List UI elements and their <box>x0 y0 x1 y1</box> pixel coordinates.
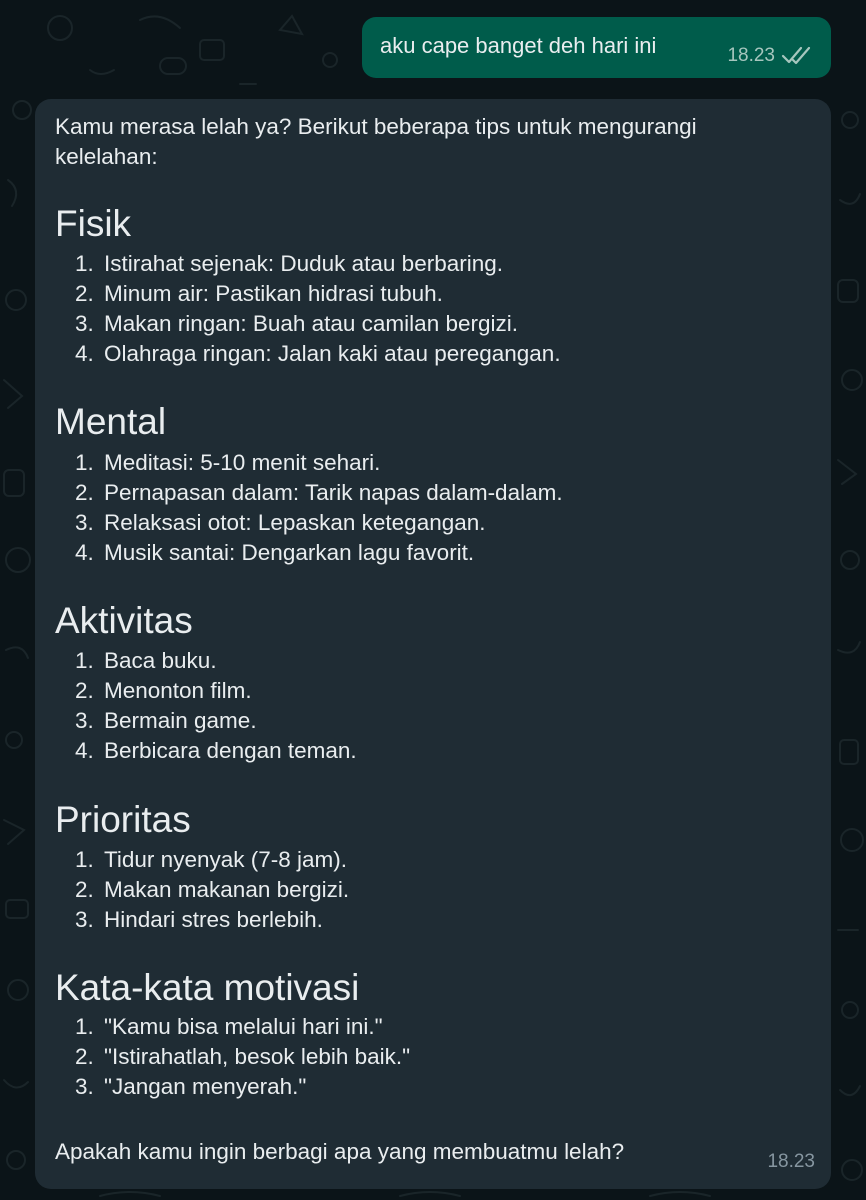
list-item: 3. Makan ringan: Buah atau camilan bergizi. <box>75 311 518 336</box>
list-item: 1. Istirahat sejenak: Duduk atau berbaring. <box>75 251 503 276</box>
message-closing-question: Apakah kamu ingin berbagi apa yang membuatmu lelah? <box>55 1139 625 1164</box>
section-list-fisik <box>75 249 561 369</box>
list-item: 3. Relaksasi otot: Lepaskan ketegangan. <box>75 510 486 535</box>
list-item: 3. Bermain game. <box>75 708 257 733</box>
list-item: 4. Berbicara dengan teman. <box>75 738 357 763</box>
section-heading-prioritas: Prioritas <box>55 799 191 840</box>
section-list-mental <box>75 448 563 568</box>
outgoing-message-text: aku cape banget deh hari ini <box>380 33 657 58</box>
list-item: 2. Pernapasan dalam: Tarik napas dalam-dalam. <box>75 480 563 505</box>
outgoing-message-bubble[interactable] <box>362 17 831 78</box>
list-item: 1. "Kamu bisa melalui hari ini." <box>75 1014 383 1039</box>
section-heading-aktivitas: Aktivitas <box>55 600 193 641</box>
incoming-message-time: 18.23 <box>767 1151 815 1172</box>
outgoing-message-time: 18.23 <box>727 45 775 66</box>
outgoing-message-meta <box>727 43 813 69</box>
list-item: 2. Minum air: Pastikan hidrasi tubuh. <box>75 281 443 306</box>
list-item: 1. Baca buku. <box>75 648 217 673</box>
list-item: 2. Menonton film. <box>75 678 252 703</box>
section-heading-mental: Mental <box>55 401 167 442</box>
list-item: 3. "Jangan menyerah." <box>75 1074 307 1099</box>
section-list-kata-kata-motivasi <box>75 1012 410 1102</box>
list-item: 2. Makan makanan bergizi. <box>75 877 350 902</box>
double-check-icon <box>781 46 813 66</box>
section-list-aktivitas <box>75 646 357 766</box>
list-item: 4. Olahraga ringan: Jalan kaki atau peregangan. <box>75 341 561 366</box>
incoming-message-bubble[interactable] <box>35 99 831 1189</box>
list-item: 4. Musik santai: Dengarkan lagu favorit. <box>75 540 475 565</box>
section-heading-kata-kata-motivasi: Kata-kata motivasi <box>55 967 360 1008</box>
list-item: 1. Meditasi: 5-10 menit sehari. <box>75 450 381 475</box>
list-item: 2. "Istirahatlah, besok lebih baik." <box>75 1044 411 1069</box>
list-item: 1. Tidur nyenyak (7-8 jam). <box>75 847 347 872</box>
section-list-prioritas <box>75 845 349 935</box>
message-intro: Kamu merasa lelah ya? Berikut beberapa tips untuk mengurangi kelelahan: <box>55 114 697 169</box>
list-item: 3. Hindari stres berlebih. <box>75 907 323 932</box>
section-heading-fisik: Fisik <box>55 203 132 244</box>
